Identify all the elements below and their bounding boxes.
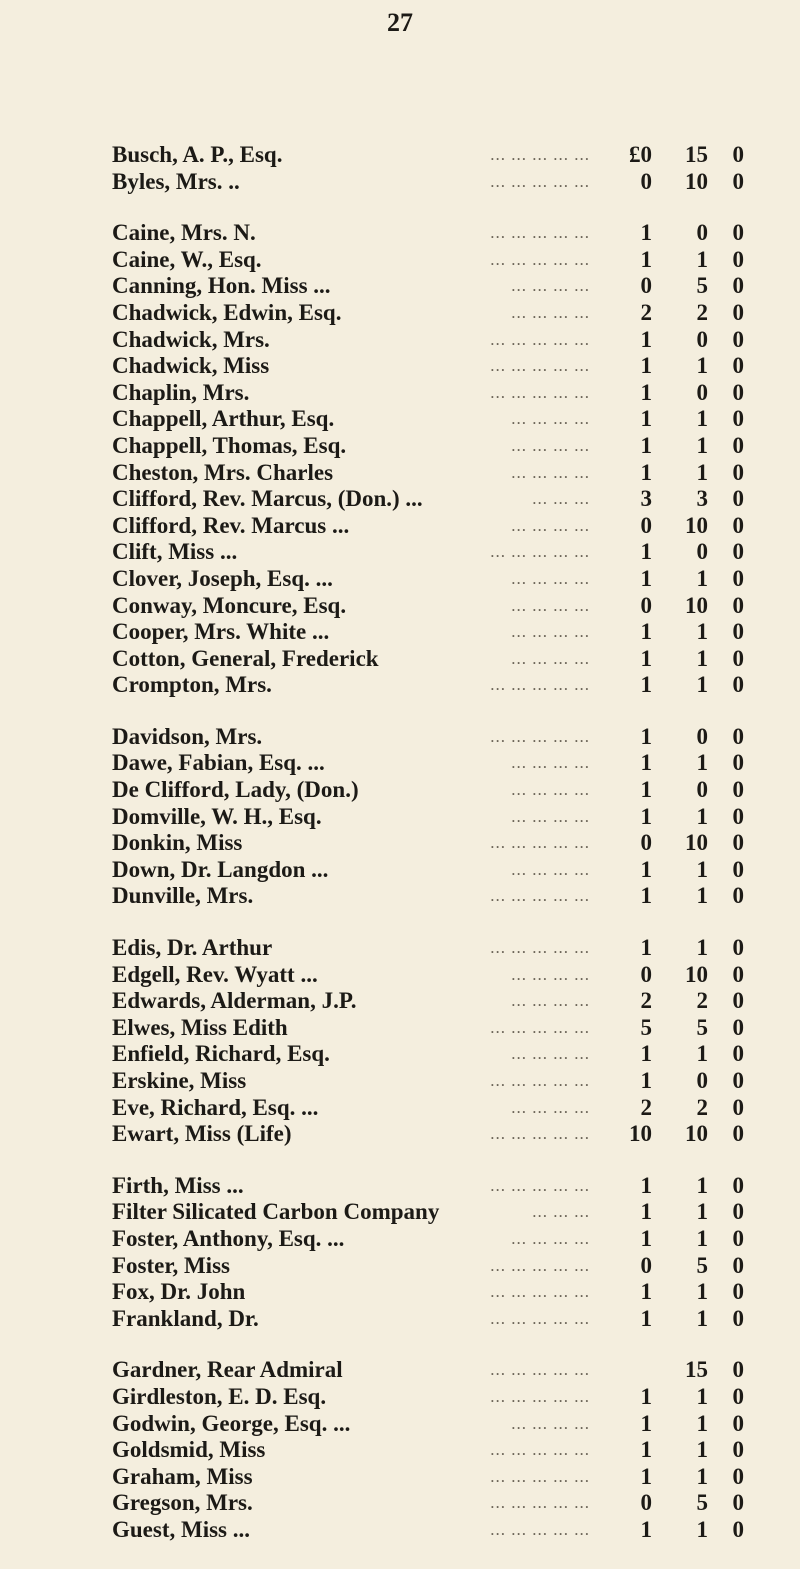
subscriber-name: Elwes, Miss Edith (112, 1014, 288, 1040)
subscriber-name: Foster, Miss (112, 1252, 230, 1278)
subscriber-name: Cheston, Mrs. Charles (112, 459, 334, 485)
amount-pounds: 1 (640, 1172, 652, 1198)
amount-pounds: 1 (640, 1463, 652, 1489)
subscriber-name: Edis, Dr. Arthur (112, 935, 273, 961)
subscriber-row (0, 1253, 800, 1280)
amount-pence: 0 (732, 353, 744, 379)
amount-pence: 0 (732, 830, 744, 856)
leader-dots: ... ... ... ... (511, 991, 590, 1011)
amount-pounds: 2 (640, 988, 652, 1014)
leader-dots: ... ... ... ... (511, 435, 590, 455)
amount-pence: 0 (732, 246, 744, 272)
amount-shillings: 1 (696, 1516, 708, 1542)
amount-pounds: 1 (640, 883, 652, 909)
amount-pounds: 2 (640, 1094, 652, 1120)
subscriber-name: Chappell, Arthur, Esq. (112, 406, 335, 432)
amount-shillings: 0 (696, 379, 708, 405)
subscriber-row (0, 804, 800, 831)
amount-shillings: 1 (696, 645, 708, 671)
leader-dots: ... ... ... ... ... (490, 1519, 590, 1539)
subscriber-name: Donkin, Miss (112, 830, 243, 856)
leader-dots: ... ... ... ... ... (490, 1255, 590, 1275)
amount-pence: 0 (732, 1041, 744, 1067)
subscriber-name: Caine, W., Esq. (112, 246, 262, 272)
amount-pence: 0 (732, 459, 744, 485)
amount-pence: 0 (732, 486, 744, 512)
amount-pence: 0 (732, 803, 744, 829)
letter-group-b (0, 142, 800, 195)
amount-pence: 0 (732, 672, 744, 698)
amount-pence: 0 (732, 1094, 744, 1120)
subscriber-name: Busch, A. P., Esq. (112, 142, 283, 167)
subscriber-name: Frankland, Dr. (112, 1305, 259, 1331)
amount-shillings: 2 (696, 1094, 708, 1120)
letter-group-f (0, 1173, 800, 1333)
subscriber-row (0, 1357, 800, 1384)
amount-pence: 0 (732, 512, 744, 538)
subscriber-name: Clifford, Rev. Marcus, (Don.) ... (112, 486, 423, 512)
amount-pence: 0 (732, 1279, 744, 1305)
amount-shillings: 10 (685, 830, 708, 856)
amount-pounds: 10 (629, 1121, 652, 1147)
letter-group-c (0, 220, 800, 699)
leader-dots: ... ... ... ... (511, 780, 590, 800)
amount-pence: 0 (732, 1199, 744, 1225)
subscriber-row (0, 142, 800, 169)
subscriber-name: Foster, Anthony, Esq. ... (112, 1225, 345, 1251)
leader-dots: ... ... ... ... (511, 964, 590, 984)
amount-shillings: 1 (696, 1305, 708, 1331)
amount-pence: 0 (732, 565, 744, 591)
subscriber-row (0, 857, 800, 884)
subscriber-name: Conway, Moncure, Esq. (112, 592, 347, 618)
subscriber-row (0, 486, 800, 513)
leader-dots: ... ... ... ... (511, 595, 590, 615)
leader-dots: ... ... ... ... ... (490, 329, 590, 349)
subscriber-row (0, 1173, 800, 1200)
amount-pence: 0 (732, 645, 744, 671)
amount-shillings: 3 (696, 486, 708, 512)
amount-pounds: 1 (640, 777, 652, 803)
subscriber-name: Canning, Hon. Miss ... (112, 273, 331, 299)
amount-pounds: 1 (640, 1437, 652, 1463)
amount-pence: 0 (732, 1225, 744, 1251)
leader-dots: ... ... ... ... ... (490, 1124, 590, 1144)
leader-dots: ... ... ... ... ... (490, 1440, 590, 1460)
amount-shillings: 2 (696, 988, 708, 1014)
amount-shillings: 10 (685, 168, 708, 194)
amount-pence: 0 (732, 1068, 744, 1093)
amount-pounds: 1 (640, 1305, 652, 1331)
amount-pounds: 1 (640, 1041, 652, 1067)
subscriber-name: Chadwick, Mrs. (112, 326, 270, 352)
leader-dots: ... ... ... ... ... (490, 171, 590, 191)
amount-pounds: 1 (640, 459, 652, 485)
subscriber-row (0, 273, 800, 300)
amount-pounds: 0 (640, 1252, 652, 1278)
amount-pounds: 1 (640, 565, 652, 591)
leader-dots: ... ... ... ... (511, 859, 590, 879)
leader-dots: ... ... ... ... (511, 648, 590, 668)
subscriber-name: Ewart, Miss (Life) (112, 1121, 292, 1147)
amount-shillings: 1 (696, 432, 708, 458)
subscriber-row (0, 750, 800, 777)
amount-pence: 0 (732, 406, 744, 432)
subscriber-row (0, 513, 800, 540)
amount-pence: 0 (732, 539, 744, 565)
amount-pence: 0 (732, 592, 744, 618)
amount-pence: 0 (732, 619, 744, 645)
leader-dots: ... ... ... ... ... (490, 356, 590, 376)
amount-pounds: 1 (640, 353, 652, 379)
subscriber-row (0, 1121, 800, 1148)
subscriber-name: Cotton, General, Frederick (112, 645, 379, 671)
amount-pence: 0 (732, 988, 744, 1014)
amount-pence: 0 (732, 750, 744, 776)
subscriber-row (0, 1437, 800, 1464)
subscriber-name: Clover, Joseph, Esq. ... (112, 565, 333, 591)
subscriber-name: Eve, Richard, Esq. ... (112, 1094, 319, 1120)
subscriber-name: Enfield, Richard, Esq. (112, 1041, 330, 1067)
subscriber-row (0, 724, 800, 751)
leader-dots: ... ... ... ... (511, 1413, 590, 1433)
amount-pence: 0 (732, 935, 744, 961)
amount-pence: 0 (732, 1014, 744, 1040)
subscriber-name: Girdleston, E. D. Esq. (112, 1383, 327, 1409)
subscriber-list (0, 142, 800, 1569)
subscriber-row (0, 1226, 800, 1253)
leader-dots: ... ... ... ... ... (490, 833, 590, 853)
subscriber-row (0, 566, 800, 593)
amount-pence: 0 (732, 856, 744, 882)
leader-dots: ... ... ... ... (511, 302, 590, 322)
amount-pence: 0 (732, 379, 744, 405)
subscriber-row (0, 1464, 800, 1491)
subscriber-row (0, 433, 800, 460)
amount-pence: 0 (732, 1516, 744, 1542)
subscriber-name: Chappell, Thomas, Esq. (112, 432, 347, 458)
subscriber-name: Fox, Dr. John (112, 1279, 246, 1305)
amount-pounds: 0 (640, 168, 652, 194)
amount-shillings: 1 (696, 883, 708, 909)
amount-shillings: 5 (696, 1252, 708, 1278)
subscriber-name: Chaplin, Mrs. (112, 379, 250, 405)
amount-pounds: 0 (640, 961, 652, 987)
amount-shillings: 5 (696, 1014, 708, 1040)
leader-dots: ... ... ... ... (511, 622, 590, 642)
amount-pounds: 1 (640, 246, 652, 272)
subscriber-row (0, 777, 800, 804)
amount-pounds: 1 (640, 379, 652, 405)
subscriber-name: Godwin, George, Esq. ... (112, 1410, 351, 1436)
subscriber-row (0, 1199, 800, 1226)
subscriber-name: Goldsmid, Miss (112, 1437, 266, 1463)
subscriber-row (0, 1041, 800, 1068)
amount-pounds: 0 (640, 273, 652, 299)
amount-shillings: 1 (696, 1437, 708, 1463)
amount-shillings: 0 (696, 1068, 708, 1093)
subscriber-row (0, 247, 800, 274)
subscriber-name: Cooper, Mrs. White ... (112, 619, 330, 645)
amount-pounds: 1 (640, 645, 652, 671)
amount-pounds: 3 (640, 486, 652, 512)
leader-dots: ... ... ... ... (511, 1044, 590, 1064)
amount-pence: 0 (732, 1305, 744, 1331)
amount-pounds: 1 (640, 856, 652, 882)
amount-pence: 0 (732, 777, 744, 803)
leader-dots: ... ... ... ... ... (490, 1466, 590, 1486)
amount-pounds: 1 (640, 619, 652, 645)
amount-pounds: 1 (640, 220, 652, 246)
amount-shillings: 1 (696, 1225, 708, 1251)
amount-pounds: 1 (640, 750, 652, 776)
subscriber-row (0, 353, 800, 380)
leader-dots: ... ... ... ... ... (490, 938, 590, 958)
leader-dots: ... ... ... ... (511, 276, 590, 296)
subscriber-row (0, 1279, 800, 1306)
amount-pence: 0 (732, 1410, 744, 1436)
amount-shillings: 10 (685, 961, 708, 987)
amount-shillings: 1 (696, 565, 708, 591)
leader-dots: ... ... ... ... ... (490, 1360, 590, 1380)
subscriber-row (0, 327, 800, 354)
letter-group-e (0, 935, 800, 1148)
subscriber-row (0, 1411, 800, 1438)
subscriber-name: Dunville, Mrs. (112, 883, 254, 909)
subscriber-name: Domville, W. H., Esq. (112, 803, 322, 829)
leader-dots: ... ... ... ... (511, 1097, 590, 1117)
amount-shillings: 5 (696, 273, 708, 299)
amount-pence: 0 (732, 299, 744, 325)
amount-shillings: 5 (696, 1490, 708, 1516)
amount-shillings: 1 (696, 406, 708, 432)
subscriber-row (0, 1095, 800, 1122)
amount-pounds: £0 (629, 142, 652, 167)
amount-shillings: 1 (696, 750, 708, 776)
leader-dots: ... ... ... ... ... (490, 1071, 590, 1090)
amount-shillings: 1 (696, 672, 708, 698)
amount-pence: 0 (732, 220, 744, 246)
amount-shillings: 0 (696, 539, 708, 565)
subscriber-row (0, 830, 800, 857)
leader-dots: ... ... ... ... ... (490, 542, 590, 562)
amount-pence: 0 (732, 1252, 744, 1278)
amount-pounds: 1 (640, 1068, 652, 1093)
amount-pence: 0 (732, 1383, 744, 1409)
amount-pounds: 0 (640, 592, 652, 618)
amount-pounds: 1 (640, 1383, 652, 1409)
leader-dots: ... ... ... ... ... (490, 1282, 590, 1302)
amount-pounds: 1 (640, 326, 652, 352)
subscriber-row (0, 672, 800, 699)
leader-dots: ... ... ... ... ... (490, 223, 590, 243)
leader-dots: ... ... ... ... ... (490, 1386, 590, 1406)
amount-pence: 0 (732, 273, 744, 299)
subscriber-row (0, 935, 800, 962)
subscriber-name: Gregson, Mrs. (112, 1490, 253, 1516)
amount-shillings: 1 (696, 1383, 708, 1409)
subscriber-name: Clift, Miss ... (112, 539, 238, 565)
amount-shillings: 1 (696, 935, 708, 961)
amount-shillings: 0 (696, 220, 708, 246)
subscriber-name: Down, Dr. Langdon ... (112, 856, 329, 882)
subscriber-name: Guest, Miss ... (112, 1516, 250, 1542)
subscriber-name: Crompton, Mrs. (112, 672, 272, 698)
amount-shillings: 10 (685, 1121, 708, 1147)
leader-dots: ... ... ... ... (511, 515, 590, 535)
letter-group-d (0, 724, 800, 910)
amount-pounds: 1 (640, 1225, 652, 1251)
subscriber-name: Filter Silicated Carbon Company (112, 1199, 440, 1225)
leader-dots: ... ... ... ... (511, 462, 590, 482)
amount-pounds: 0 (640, 830, 652, 856)
amount-shillings: 1 (696, 856, 708, 882)
subscriber-name: Erskine, Miss (112, 1068, 247, 1093)
amount-pounds: 2 (640, 299, 652, 325)
amount-pence: 0 (732, 1172, 744, 1198)
amount-pence: 0 (732, 1121, 744, 1147)
subscriber-row (0, 460, 800, 487)
amount-pounds: 1 (640, 672, 652, 698)
amount-pence: 0 (732, 723, 744, 749)
subscriber-row (0, 539, 800, 566)
subscriber-name: Davidson, Mrs. (112, 723, 263, 749)
leader-dots: ... ... ... ... (511, 753, 590, 773)
leader-dots: ... ... ... ... ... (490, 726, 590, 746)
amount-shillings: 10 (685, 512, 708, 538)
leader-dots: ... ... ... (532, 1202, 590, 1222)
leader-dots: ... ... ... (532, 489, 590, 509)
subscriber-name: Caine, Mrs. N. (112, 220, 256, 246)
amount-pence: 0 (732, 1437, 744, 1463)
subscriber-row (0, 646, 800, 673)
amount-pence: 0 (732, 1463, 744, 1489)
amount-shillings: 1 (696, 246, 708, 272)
amount-pounds: 1 (640, 803, 652, 829)
amount-pounds: 1 (640, 723, 652, 749)
amount-pence: 0 (732, 961, 744, 987)
subscriber-row (0, 619, 800, 646)
subscriber-name: Chadwick, Edwin, Esq. (112, 299, 342, 325)
subscriber-name: Chadwick, Miss (112, 353, 270, 379)
subscriber-name: Edgell, Rev. Wyatt ... (112, 961, 318, 987)
subscriber-name: De Clifford, Lady, (Don.) (112, 777, 359, 803)
amount-pounds: 5 (640, 1014, 652, 1040)
amount-shillings: 2 (696, 299, 708, 325)
subscriber-row (0, 1490, 800, 1517)
subscriber-row (0, 962, 800, 989)
subscriber-name: Firth, Miss ... (112, 1172, 244, 1198)
amount-shillings: 0 (696, 723, 708, 749)
amount-shillings: 1 (696, 1199, 708, 1225)
subscriber-row (0, 1068, 800, 1095)
subscriber-row (0, 406, 800, 433)
amount-pounds: 1 (640, 1279, 652, 1305)
amount-pounds: 1 (640, 539, 652, 565)
amount-shillings: 10 (685, 592, 708, 618)
leader-dots: ... ... ... ... ... (490, 249, 590, 269)
amount-shillings: 1 (696, 459, 708, 485)
amount-pounds: 1 (640, 432, 652, 458)
amount-pounds: 1 (640, 1516, 652, 1542)
leader-dots: ... ... ... ... ... (490, 675, 590, 695)
amount-shillings: 1 (696, 1410, 708, 1436)
amount-pence: 0 (732, 1490, 744, 1516)
subscriber-row (0, 300, 800, 327)
amount-pence: 0 (732, 142, 744, 167)
subscriber-row (0, 1384, 800, 1411)
leader-dots: ... ... ... ... ... (490, 886, 590, 906)
leader-dots: ... ... ... ... ... (490, 1017, 590, 1037)
subscriber-name: Dawe, Fabian, Esq. ... (112, 750, 325, 776)
amount-pounds: 0 (640, 512, 652, 538)
leader-dots: ... ... ... ... ... (490, 382, 590, 402)
subscriber-row (0, 593, 800, 620)
amount-shillings: 1 (696, 1279, 708, 1305)
subscriber-name: Edwards, Alderman, J.P. (112, 988, 357, 1014)
subscriber-row (0, 883, 800, 910)
amount-shillings: 1 (696, 353, 708, 379)
subscriber-row (0, 380, 800, 407)
amount-pounds: 1 (640, 1199, 652, 1225)
leader-dots: ... ... ... ... (511, 568, 590, 588)
subscriber-row (0, 988, 800, 1015)
letter-group-g (0, 1357, 800, 1543)
leader-dots: ... ... ... ... ... (490, 1308, 590, 1328)
page-number: 27 (387, 8, 413, 37)
amount-shillings: 15 (685, 1357, 708, 1383)
amount-pence: 0 (732, 432, 744, 458)
amount-shillings: 0 (696, 777, 708, 803)
subscriber-name: Byles, Mrs. .. (112, 168, 240, 194)
leader-dots: ... ... ... ... ... (490, 1175, 590, 1195)
amount-pounds: 0 (640, 1490, 652, 1516)
subscriber-row (0, 1015, 800, 1042)
amount-shillings: 1 (696, 1172, 708, 1198)
amount-shillings: 1 (696, 1041, 708, 1067)
amount-pence: 0 (732, 883, 744, 909)
leader-dots: ... ... ... ... ... (490, 1493, 590, 1513)
amount-shillings: 1 (696, 1463, 708, 1489)
subscriber-row (0, 1517, 800, 1544)
subscriber-name: Clifford, Rev. Marcus ... (112, 512, 350, 538)
subscriber-name: Graham, Miss (112, 1463, 253, 1489)
amount-pounds: 1 (640, 1410, 652, 1436)
amount-pence: 0 (732, 326, 744, 352)
leader-dots: ... ... ... ... (511, 1228, 590, 1248)
leader-dots: ... ... ... ... (511, 806, 590, 826)
amount-pence: 0 (732, 168, 744, 194)
leader-dots: ... ... ... ... ... (490, 145, 590, 164)
leader-dots: ... ... ... ... (511, 409, 590, 429)
amount-pounds: 1 (640, 935, 652, 961)
subscriber-name: Gardner, Rear Admiral (112, 1357, 343, 1383)
amount-shillings: 1 (696, 803, 708, 829)
amount-shillings: 1 (696, 619, 708, 645)
amount-shillings: 15 (685, 142, 708, 167)
subscriber-row (0, 169, 800, 196)
amount-pounds: 1 (640, 406, 652, 432)
amount-shillings: 0 (696, 326, 708, 352)
subscriber-row (0, 220, 800, 247)
amount-pence: 0 (732, 1357, 744, 1383)
